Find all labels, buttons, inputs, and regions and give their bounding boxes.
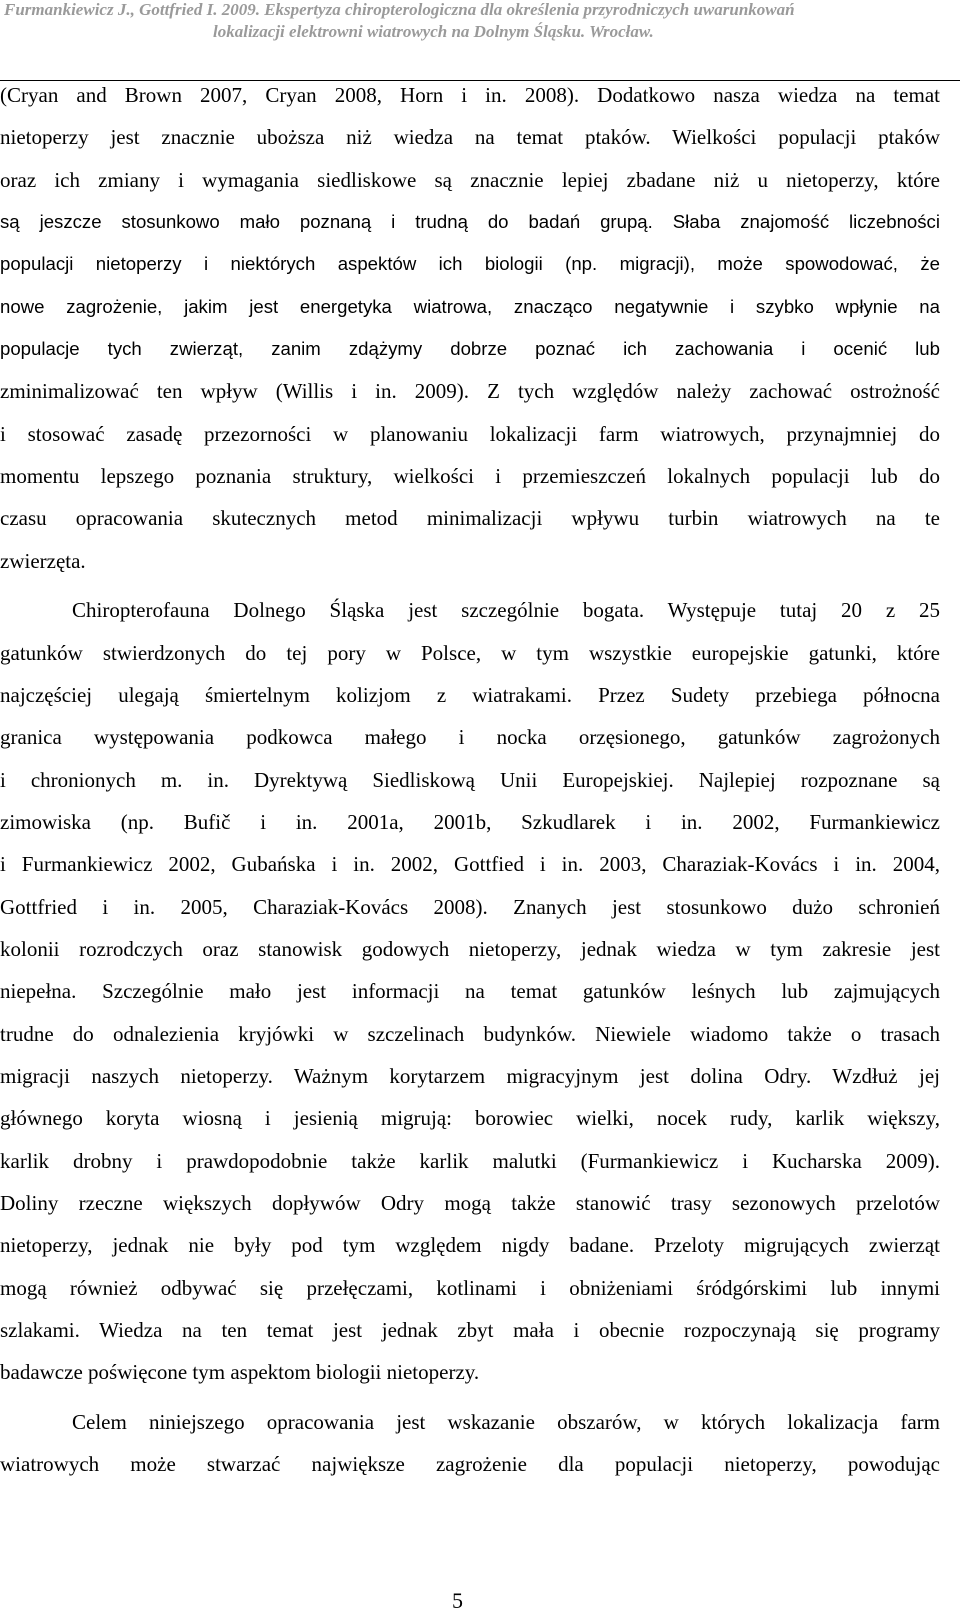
text-line: mogą również odbywać się przełęczami, kotlinami i obniżeniami śródgórskimi lub innymi (0, 1276, 940, 1300)
text-line: populacji nietoperzy i niektórych aspektów ich biologii (np. migracji), może spowodować, że (0, 253, 940, 274)
text-line: gatunków stwierdzonych do tej pory w Polsce, w tym wszystkie europejskie gatunki, które (0, 641, 940, 665)
text-line: czasu opracowania skutecznych metod minimalizacji wpływu turbin wiatrowych na te (0, 506, 940, 530)
text-line: granica występowania podkowca małego i nocka orzęsionego, gatunków zagrożonych (0, 725, 940, 749)
text-line: nietoperzy, jednak nie były pod tym względem nigdy badane. Przeloty migrujących zwierząt (0, 1233, 940, 1257)
text-line: Gottfried i in. 2005, Charaziak-Kovács 2008). Znanych jest stosunkowo dużo schronień (0, 895, 940, 919)
text-line: zwierzęta. (0, 549, 86, 573)
text-line: kolonii rozrodczych oraz stanowisk godowych nietoperzy, jednak wiedza w tym zakresie jest (0, 937, 940, 961)
text-line: głównego koryta wiosną i jesienią migrują: borowiec wielki, nocek rudy, karlik większy, (0, 1106, 940, 1130)
running-header (0, 0, 960, 81)
running-header-line-1: Furmankiewicz J., Gottfried I. 2009. Ekspertyza chiropterologiczna dla określenia przyrodniczych uwarunkowań (4, 0, 795, 19)
paragraph-first-line: Chiropterofauna Dolnego Śląska jest szczególnie bogata. Występuje tutaj 20 z 25 (72, 598, 940, 622)
paragraph-first-line: Celem niniejszego opracowania jest wskazanie obszarów, w których lokalizacja farm (72, 1410, 940, 1434)
text-line: i chronionych m. in. Dyrektywą Siedliskową Unii Europejskiej. Najlepiej rozpoznane są (0, 768, 940, 792)
text-line: trudne do odnalezienia kryjówki w szczelinach budynków. Niewiele wiadomo także o trasach (0, 1022, 940, 1046)
text-line: badawcze poświęcone tym aspektom biologii nietoperzy. (0, 1360, 480, 1384)
text-line: momentu lepszego poznania struktury, wielkości i przemieszczeń lokalnych populacji lub do (0, 464, 940, 488)
text-line: Doliny rzeczne większych dopływów Odry mogą także stanowić trasy sezonowych przelotów (0, 1191, 940, 1215)
page-number: 5 (452, 1588, 463, 1613)
text-line: wiatrowych może stwarzać największe zagrożenie dla populacji nietoperzy, powodując (0, 1452, 940, 1476)
text-line: zimowiska (np. Bufič i in. 2001a, 2001b, Szkudlarek i in. 2002, Furmankiewicz (0, 810, 940, 834)
text-line: oraz ich zmiany i wymagania siedliskowe są znacznie lepiej zbadane niż u nietoperzy, które (0, 168, 940, 192)
text-line: nietoperzy jest znacznie uboższa niż wiedza na temat ptaków. Wielkości populacji ptaków (0, 125, 940, 149)
text-line: i stosować zasadę przezorności w planowaniu lokalizacji farm wiatrowych, przynajmniej do (0, 422, 940, 446)
text-line: migracji naszych nietoperzy. Ważnym korytarzem migracyjnym jest dolina Odry. Wzdłuż jej (0, 1064, 940, 1088)
text-line: karlik drobny i prawdopodobnie także karlik malutki (Furmankiewicz i Kucharska 2009). (0, 1149, 940, 1173)
text-line: i Furmankiewicz 2002, Gubańska i in. 2002, Gottfied i in. 2003, Charaziak-Kovács i in. 2004, (0, 852, 940, 876)
running-header-line-2: lokalizacji elektrowni wiatrowych na Dolnym Śląsku. Wrocław. (213, 22, 654, 41)
text-line: (Cryan and Brown 2007, Cryan 2008, Horn i in. 2008). Dodatkowo nasza wiedza na temat (0, 83, 940, 107)
text-line: nowe zagrożenie, jakim jest energetyka wiatrowa, znacząco negatywnie i szybko wpłynie na (0, 296, 940, 317)
text-line: są jeszcze stosunkowo mało poznaną i trudną do badań grupą. Słaba znajomość liczebności (0, 211, 940, 232)
text-line: najczęściej ulegają śmiertelnym kolizjom z wiatrakami. Przez Sudety przebiega północna (0, 683, 940, 707)
text-line: zminimalizować ten wpływ (Willis i in. 2009). Z tych względów należy zachować ostrożność (0, 379, 940, 403)
text-line: populacje tych zwierząt, zanim zdążymy dobrze poznać ich zachowania i ocenić lub (0, 338, 940, 359)
text-line: niepełna. Szczególnie mało jest informacji na temat gatunków leśnych lub zajmujących (0, 979, 940, 1003)
text-line: szlakami. Wiedza na ten temat jest jednak zbyt mała i obecnie rozpoczynają się programy (0, 1318, 940, 1342)
